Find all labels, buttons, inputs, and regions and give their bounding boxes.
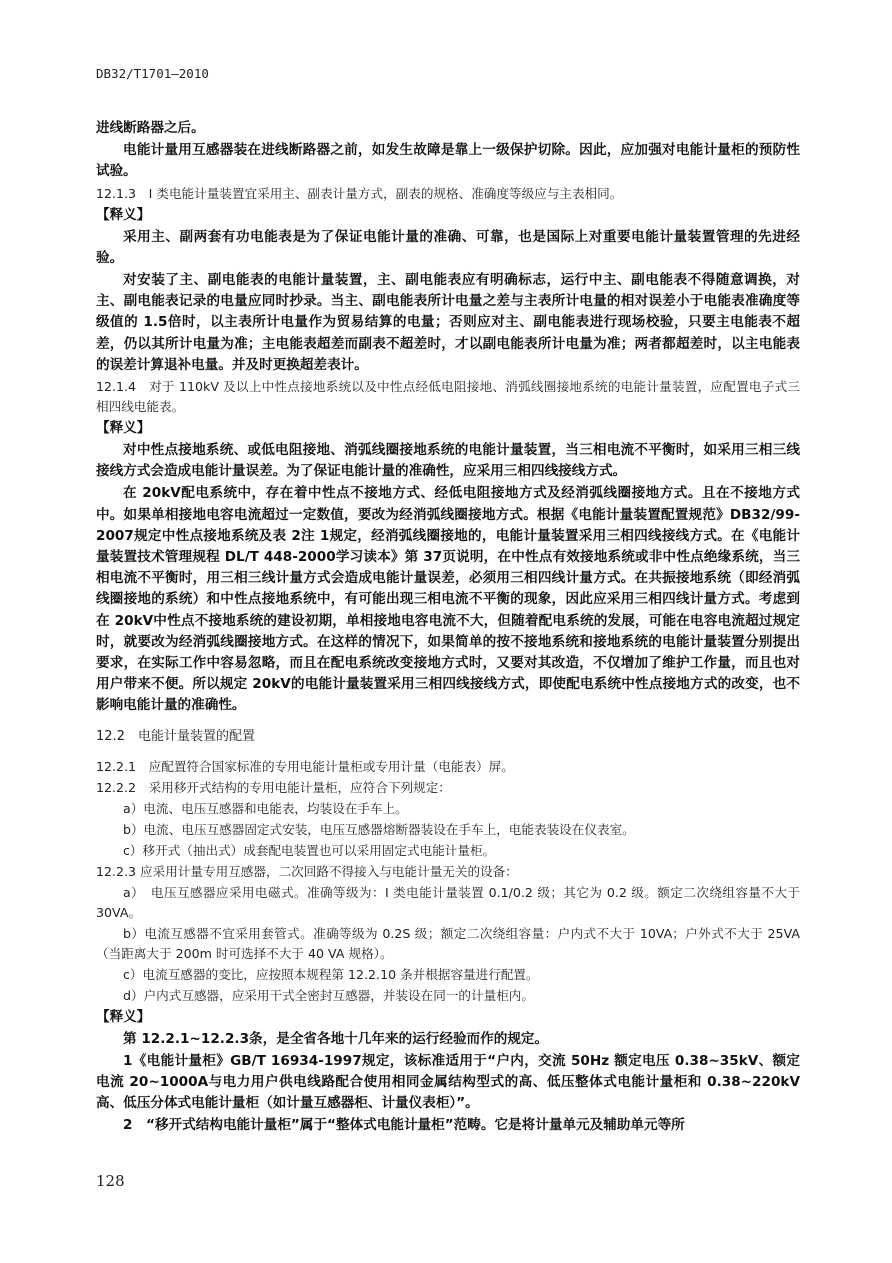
- paragraph: 进线断路器之后。: [96, 120, 205, 136]
- interpretation-label: 【释义】: [96, 1008, 151, 1025]
- clause-text: 12.1.3 I 类电能计量装置宜采用主、副表计量方式，副表的规格、准确度等级应与主表相同。: [96, 185, 623, 201]
- page-number: 128: [96, 1172, 125, 1190]
- paragraph: 在 20kV配电系统中，存在着中性点不接地方式、经低电阻接地方式及经消弧线圈接地方式。且在不接地方式中。如果单相接地电容电流超过一定数值，要改为经消弧线圈接地方式。根据《电能计量装置配置规范》DB32/99-2007规定中性点接地系统及表 2注 1规定，经消弧线圈接地的，电能计量装置采用三相四线接线方式。在《电能计量装置技术管理规程 DL/T 448-2000学习读本》第 37页说明，在中性点有效接地系统或非中性点绝缘系统，当三相电流不平衡时，用三相三线计量方式会造成电能计量误差，必须用三相四线计量方式。在共振接地系统（即经消弧线圈接地的系统）和中性点接地系统中，有可能出现三相电流不平衡的现象，因此应采用三相四线计量方式。考虑到在 20kV中性点不接地系统的建设初期，单相接地电容电流不大，但随着配电系统的发展，可能在电容电流超过规定时，就要改为经消弧线圈接地方式。在这样的情况下，如果简单的按不接地系统和接地系统的电能计量装置分别提出要求，在实际工作中容易忽略，而且在配电系统改变接地方式时，又要对其改造，不仅增加了维护工作量，而且也对用户带来不便。所以规定 20kV的电能计量装置采用三相四线接线方式，即使配电系统中性点接地方式的改变，也不影响电能计量的准确性。: [96, 485, 800, 714]
- clause-text: c）移开式（抽出式）成套配电装置也可以采用固定式电能计量柜。: [123, 842, 496, 858]
- section-heading: 12.2 电能计量装置的配置: [96, 728, 255, 744]
- document-body: [96, 118, 800, 1138]
- paragraph: 2 “移开式结构电能计量柜”属于“整体式电能计量柜”范畴。它是将计量单元及辅助单元等所: [123, 1117, 685, 1134]
- clause-text: c）电流互感器的变比，应按照本规程第 12.2.10 条并根据容量进行配置。: [123, 966, 539, 982]
- clause-text: 12.2.2 采用移开式结构的专用电能计量柜，应符合下列规定：: [96, 779, 451, 795]
- document-id-header: DB32/T1701—2010: [96, 66, 209, 81]
- interpretation-label: 【释义】: [96, 420, 151, 437]
- clause-text: 12.1.4 对于 110kV 及以上中性点接地系统以及中性点经低电阻接地、消弧线圈接地系统的电能计量装置，应配置电子式三相四线电能表。: [96, 379, 800, 415]
- paragraph: 1《电能计量柜》GB/T 16934-1997规定，该标准适用于“户内，交流 50Hz 额定电压 0.38~35kV、额定电流 20~1000A与电力用户供电线路配合使用相同金属结构型式的高、低压整体式电能计量柜和 0.38~220kV高、低压分体式电能计量柜（如计量互感器柜、计量仪表柜）”。: [96, 1052, 800, 1112]
- clause-text: b）电流互感器不宜采用套管式。准确等级为 0.2S 级；额定二次绕组容量：户内式不大于 10VA；户外式不大于 25VA（当距离大于 200m 时可选择不大于 40 VA 规格）。: [96, 925, 800, 961]
- clause-text: d）户内式互感器，应采用干式全密封互感器，并装设在同一的计量柜内。: [123, 987, 534, 1003]
- clause-text: b）电流、电压互感器固定式安装，电压互感器熔断器装设在手车上，电能表装设在仪表室。: [123, 821, 635, 837]
- paragraph: 第 12.2.1~12.2.3条，是全省各地十几年来的运行经验而作的规定。: [123, 1030, 549, 1047]
- interpretation-label: 【释义】: [96, 206, 151, 223]
- clause-text: 12.2.3 应采用计量专用互感器，二次回路不得接入与电能计量无关的设备：: [96, 863, 518, 879]
- paragraph: 对安装了主、副电能表的电能计量装置，主、副电能表应有明确标志，运行中主、副电能表不得随意调换，对主、副电能表记录的电量应同时抄录。当主、副电能表所计电量之差与主表所计电量的相对误差小于电能表准确度等级值的 1.5倍时，以主表所计电量作为贸易结算的电量；否则应对主、副电能表进行现场校验，只要主电能表不超差，仍以其所计电量为准；主电能表超差而副表不超差时，才以副电能表所计电量为准；两者都超差时，以主电能表的误差计算退补电量。并及时更换超差表计。: [96, 272, 800, 373]
- clause-text: a） 电压互感器应采用电磁式。准确等级为：I 类电能计量装置 0.1/0.2 级；其它为 0.2 级。额定二次绕组容量不大于 30VA。: [96, 884, 800, 920]
- clause-text: 12.2.1 应配置符合国家标准的专用电能计量柜或专用计量（电能表）屏。: [96, 758, 514, 774]
- paragraph: 对中性点接地系统、或低电阻接地、消弧线圈接地系统的电能计量装置，当三相电流不平衡时，如采用三相三线接线方式会造成电能计量误差。为了保证电能计量的准确性，应采用三相四线接线方式。: [96, 442, 800, 480]
- clause-text: a）电流、电压互感器和电能表，均装设在手车上。: [123, 800, 408, 816]
- paragraph: 电能计量用互感器装在进线断路器之前，如发生故障是靠上一级保护切除。因此，应加强对电能计量柜的预防性试验。: [96, 142, 800, 180]
- paragraph: 采用主、副两套有功电能表是为了保证电能计量的准确、可靠，也是国际上对重要电能计量装置管理的先进经验。: [96, 228, 800, 266]
